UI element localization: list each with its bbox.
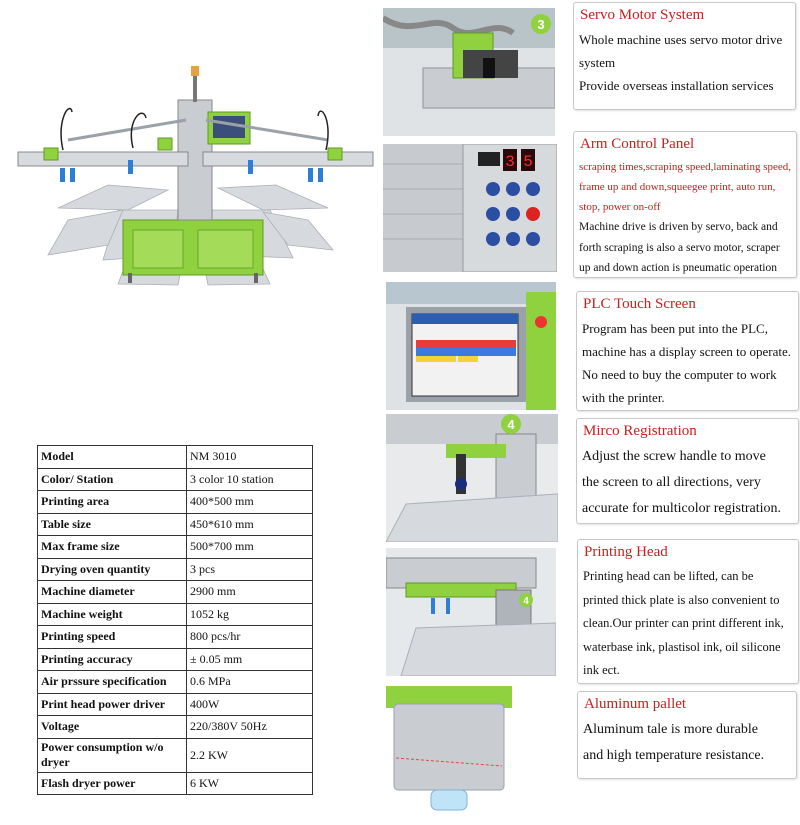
card-line: No need to buy the computer to work <box>582 367 777 382</box>
table-row <box>38 581 313 604</box>
spec-label: Machine weight <box>38 603 187 626</box>
table-row <box>38 513 313 536</box>
card-title: PLC Touch Screen <box>583 296 696 312</box>
servo-motor-photo <box>383 8 555 136</box>
table-row <box>38 558 313 581</box>
card-title: Servo Motor System <box>580 7 705 23</box>
table-row <box>38 693 313 716</box>
spec-value: 2900 mm <box>187 581 313 604</box>
head-number-label: 4 <box>507 417 515 432</box>
spec-value: 3 pcs <box>187 558 313 581</box>
table-row <box>38 446 313 469</box>
aluminum-pallet-photo <box>386 686 512 816</box>
table-row <box>38 536 313 559</box>
card-line: Adjust the screw handle to move <box>582 449 766 464</box>
card-line: machine has a display screen to operate. <box>582 344 791 359</box>
plc-touch-screen-photo <box>386 282 556 410</box>
spec-label: Drying oven quantity <box>38 558 187 581</box>
card-line: clean.Our printer can print different ink, <box>583 616 784 630</box>
micro-registration-photo <box>386 414 558 542</box>
card-title: Mirco Registration <box>583 423 697 439</box>
spec-label: Power consumption w/o dryer <box>38 738 187 772</box>
spec-value: 500*700 mm <box>187 536 313 559</box>
card-title: Printing Head <box>584 544 668 560</box>
card-line: Aluminum tale is more durable <box>583 722 758 737</box>
spec-value: 6 KW <box>187 772 313 795</box>
card-line: Program has been put into the PLC, <box>582 321 768 336</box>
spec-label: Print head power driver <box>38 693 187 716</box>
spec-label: Air prssure specification <box>38 671 187 694</box>
arm-control-panel-card <box>573 131 797 278</box>
card-line: Provide overseas installation services <box>579 78 774 93</box>
spec-value: ± 0.05 mm <box>187 648 313 671</box>
spec-value: 2.2 KW <box>187 738 313 772</box>
spec-value: 400*500 mm <box>187 491 313 514</box>
card-line: Printing head can be lifted, can be <box>583 569 754 583</box>
svg-text:3: 3 <box>505 153 515 171</box>
card-line: up and down action is pneumatic operation <box>579 262 778 274</box>
table-row <box>38 603 313 626</box>
micro-registration-card <box>576 418 799 524</box>
spec-table <box>37 445 313 795</box>
spec-value: 400W <box>187 693 313 716</box>
card-line: accurate for multicolor registration. <box>582 501 782 516</box>
spec-label: Printing accuracy <box>38 648 187 671</box>
card-line: Whole machine uses servo motor drive <box>579 32 783 47</box>
spec-label: Table size <box>38 513 187 536</box>
spec-value: 800 pcs/hr <box>187 626 313 649</box>
spec-value: NM 3010 <box>187 446 313 469</box>
table-row <box>38 491 313 514</box>
card-line: waterbase ink, plastisol ink, oil silicone <box>583 639 781 654</box>
card-title: Aluminum pallet <box>584 696 687 712</box>
card-line: forth scraping is also a servo motor, scraper <box>579 241 780 254</box>
spec-value: 1052 kg <box>187 603 313 626</box>
card-feature-line: stop, power on-off <box>579 201 661 213</box>
printing-head-photo <box>386 548 556 676</box>
card-line: printed thick plate is also convenient to <box>583 592 780 607</box>
spec-label: Voltage <box>38 716 187 739</box>
card-line: system <box>579 55 616 70</box>
arm-control-panel-photo <box>383 144 557 272</box>
table-row <box>38 468 313 491</box>
card-line: the screen to all directions, very <box>582 475 761 490</box>
spec-label: Machine diameter <box>38 581 187 604</box>
spec-label: Flash dryer power <box>38 772 187 795</box>
spec-value: 450*610 mm <box>187 513 313 536</box>
table-row <box>38 738 313 772</box>
machine-illustration <box>8 60 378 295</box>
table-row <box>38 716 313 739</box>
head-number-label-2: 4 <box>523 596 529 607</box>
aluminum-pallet-card <box>577 691 797 779</box>
card-line: Machine drive is driven by servo, back and <box>579 221 778 233</box>
plc-touch-screen-card <box>576 291 799 411</box>
spec-label: Printing speed <box>38 626 187 649</box>
arm-number-label: 3 <box>537 17 545 32</box>
table-row <box>38 671 313 694</box>
servo-motor-card <box>573 2 796 110</box>
table-row <box>38 626 313 649</box>
spec-value: 0.6 MPa <box>187 671 313 694</box>
card-title: Arm Control Panel <box>580 136 695 152</box>
table-row <box>38 772 313 795</box>
spec-label: Model <box>38 446 187 469</box>
card-line: with the printer. <box>582 390 665 405</box>
spec-value: 220/380V 50Hz <box>187 716 313 739</box>
spec-label: Max frame size <box>38 536 187 559</box>
spec-label: Color/ Station <box>38 468 187 491</box>
printing-head-card <box>577 539 799 684</box>
spec-label: Printing area <box>38 491 187 514</box>
card-line: and high temperature resistance. <box>583 748 765 763</box>
card-feature-line: frame up and down,squeegee print, auto run, <box>579 181 776 193</box>
svg-text:5: 5 <box>523 153 533 171</box>
card-feature-line: scraping times,scraping speed,laminating speed, <box>579 161 791 173</box>
spec-value: 3 color 10 station <box>187 468 313 491</box>
table-row <box>38 648 313 671</box>
card-line: ink ect. <box>583 663 620 677</box>
